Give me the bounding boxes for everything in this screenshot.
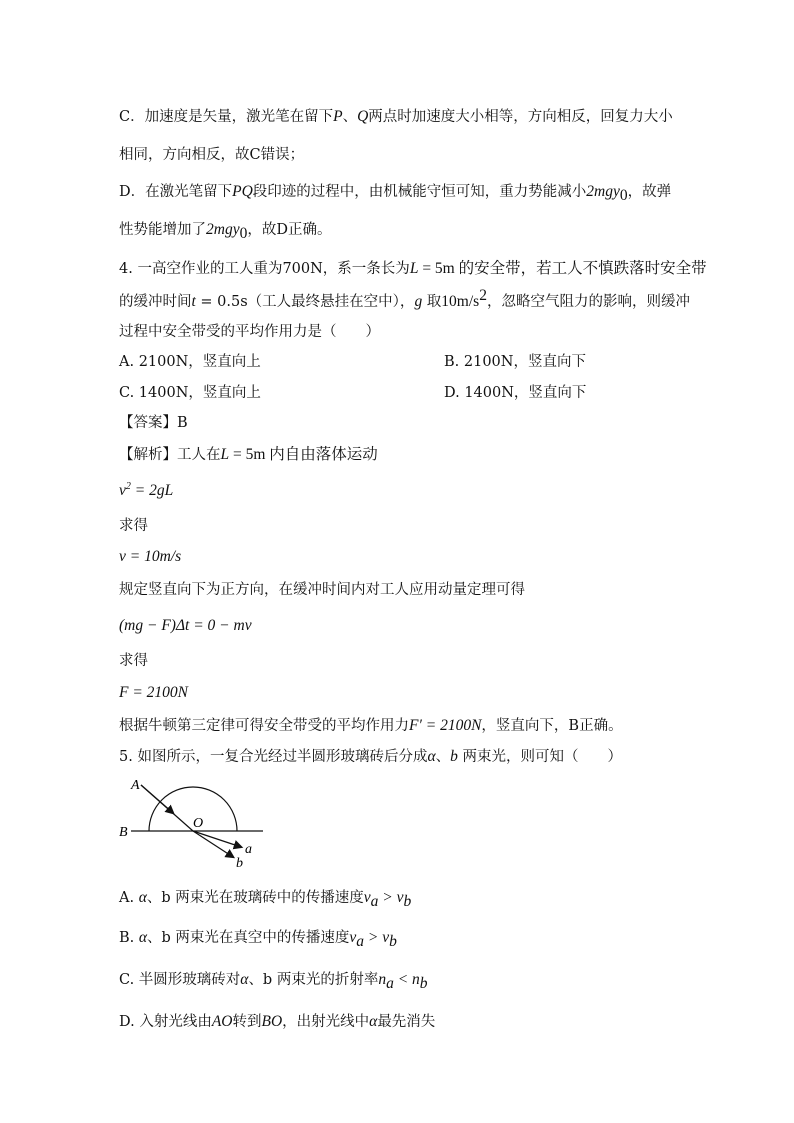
var-l: L — [409, 260, 419, 277]
solve-text-1: 求得 — [119, 518, 148, 534]
text: 、b 两束光在玻璃砖中的传播速度 — [146, 890, 364, 906]
text: ，故D正确。 — [247, 222, 332, 238]
var-l: L — [220, 446, 230, 463]
text: = 5m 的安全带，若工人不慎跌落时安全带 — [418, 260, 707, 277]
expr: F′ = 2100N — [409, 717, 482, 734]
subscript: b — [403, 892, 412, 910]
expr: 2mgy — [586, 183, 620, 200]
q5-option-c — [119, 970, 428, 990]
q4-analysis-line — [119, 445, 378, 465]
text: C．加速度是矢量，激光笔在留下 — [119, 109, 334, 125]
expr: n — [378, 971, 387, 988]
q4-stem-line2 — [119, 287, 690, 312]
subscript: 0 — [619, 186, 628, 204]
q4-stem-line3: 过程中安全带受的平均作用力是（ ） — [119, 324, 380, 340]
conclusion-line — [119, 716, 623, 736]
var-alpha: α — [240, 971, 249, 988]
expr: > v — [378, 889, 404, 906]
label-b: b — [236, 856, 243, 870]
label-a: a — [245, 842, 252, 857]
eq-v-value: v = 10m/s — [119, 548, 182, 565]
subscript: a — [356, 932, 365, 950]
text: ，竖直向下，B正确。 — [481, 718, 623, 734]
text: 性势能增加了 — [119, 222, 206, 238]
q4-answer: 【答案】B — [119, 415, 188, 431]
c-option-line2: 相同，方向相反，故C错误； — [119, 147, 305, 163]
var-ao: AO — [211, 1013, 233, 1030]
ray-b — [193, 831, 233, 857]
text: 最先消失 — [377, 1014, 436, 1030]
var-alpha: α — [427, 748, 436, 765]
q5-option-b — [119, 928, 397, 948]
text: A. — [119, 890, 139, 906]
label-b-upper: B — [119, 825, 128, 840]
var-p: P — [333, 108, 343, 125]
var-pq: PQ — [232, 183, 253, 200]
var-g: g — [414, 293, 423, 310]
var-alpha: α — [138, 929, 148, 946]
eq-v-squared — [119, 481, 173, 501]
var-t: t — [191, 293, 196, 310]
superscript: 2 — [479, 287, 487, 305]
text: 取 — [422, 294, 442, 310]
text: 根据牛顿第三定律可得安全带受的平均作用力 — [119, 718, 409, 734]
text: 【解析】工人在 — [119, 447, 221, 463]
var-q: Q — [357, 108, 369, 125]
text: 两点时加速度大小相等，方向相反，回复力大小 — [368, 109, 673, 125]
text: ，出射光线中 — [282, 1014, 370, 1030]
d-option-line2 — [119, 220, 331, 240]
subscript: a — [370, 892, 379, 910]
q5-option-a — [119, 888, 411, 908]
value: 10m/s — [441, 293, 480, 310]
eq-momentum: (mg − F)Δt = 0 − mv — [119, 617, 252, 634]
text: 、b 两束光的折射率 — [248, 972, 379, 988]
text: = 5m 内自由落体运动 — [229, 446, 378, 463]
superscript: 2 — [125, 480, 131, 492]
text: 、b 两束光在真空中的传播速度 — [147, 930, 350, 946]
var-alpha: α — [138, 889, 147, 906]
expr: > v — [364, 929, 390, 946]
text: 、 — [342, 109, 358, 125]
var-alpha: α — [369, 1013, 378, 1030]
expr: 2mgy — [206, 221, 240, 238]
expr: v — [363, 889, 371, 906]
subscript: b — [389, 932, 397, 950]
q4-option-c: C. 1400N，竖直向上 — [119, 385, 261, 401]
rule-text: 规定竖直向下为正方向，在缓冲时间内对工人应用动量定理可得 — [119, 582, 525, 598]
label-a-upper: A — [131, 778, 140, 793]
solve-text-2: 求得 — [119, 653, 148, 669]
text: ，故弹 — [627, 184, 672, 200]
q5-stem — [119, 747, 622, 767]
subscript: b — [419, 974, 428, 992]
var-bo: BO — [261, 1013, 283, 1030]
refraction-diagram — [117, 775, 272, 870]
expr: < n — [393, 971, 420, 988]
text: 两束光，则可知（ ） — [457, 749, 622, 765]
c-option-line1 — [119, 107, 673, 127]
eq-force: F = 2100N — [119, 684, 189, 701]
expr: = 2gL — [130, 482, 174, 499]
subscript: 0 — [239, 224, 248, 242]
d-option-line1 — [119, 182, 671, 202]
expr: v — [349, 929, 357, 946]
incident-arrow — [141, 785, 173, 813]
q4-option-a: A. 2100N，竖直向上 — [119, 354, 261, 370]
text: 段印迹的过程中，由机械能守恒可知，重力势能减小 — [252, 184, 587, 200]
ray-a — [193, 831, 241, 847]
label-o: O — [193, 816, 204, 831]
text: D. 入射光线由 — [119, 1014, 212, 1030]
q4-option-b: B. 2100N，竖直向下 — [444, 354, 586, 370]
text: C. 半圆形玻璃砖对 — [119, 972, 241, 988]
q4-stem-line1 — [119, 259, 707, 279]
text: 的缓冲时间 — [119, 294, 192, 310]
text: 5. 如图所示，一复合光经过半圆形玻璃砖后分成 — [119, 749, 428, 765]
subscript: a — [386, 974, 394, 992]
text: 4. 一高空作业的工人重为700N，系一条长为 — [119, 261, 410, 277]
text: 、 — [435, 749, 451, 765]
text: D．在激光笔留下 — [119, 184, 233, 200]
q4-option-d: D. 1400N，竖直向下 — [444, 385, 587, 401]
text: = 0.5s（工人最终悬挂在空中）， — [195, 294, 415, 310]
text: B. — [119, 930, 139, 946]
text: ，忽略空气阻力的影响，则缓冲 — [486, 294, 690, 310]
var-v: v — [119, 482, 126, 499]
text: 转到 — [232, 1014, 262, 1030]
var-b: b — [450, 748, 458, 765]
q5-option-d — [119, 1012, 435, 1032]
